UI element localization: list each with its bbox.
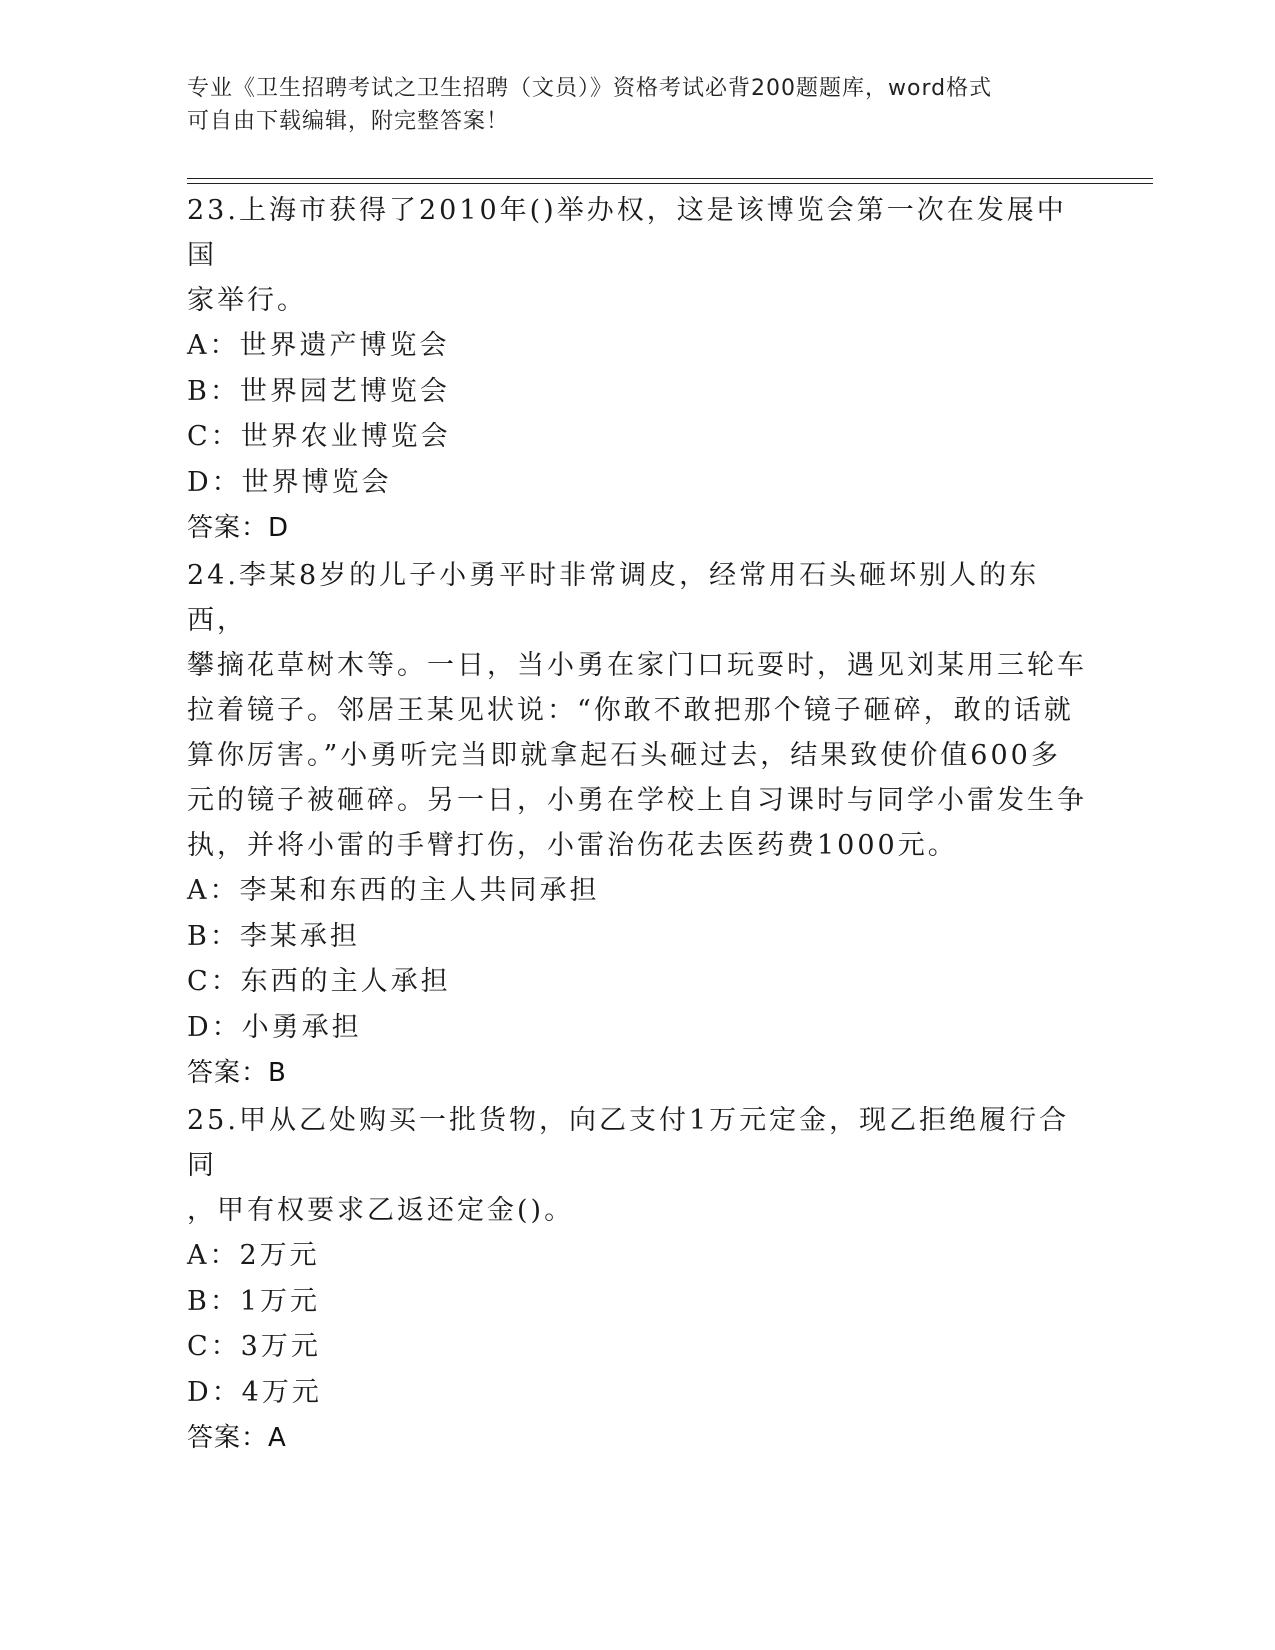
option-d: D：小勇承担 (187, 1011, 362, 1043)
option-c: C：3万元 (187, 1331, 321, 1362)
option-b: B：1万元 (187, 1285, 321, 1317)
question-stem-line: ，甲有权要求乙返还定金()。 (187, 1195, 575, 1226)
question-23 (187, 188, 1087, 551)
option-d: D：4万元 (187, 1376, 322, 1408)
answer-line: 答案：D (187, 513, 290, 543)
question-stem-line: 元的镜子被砸碎。另一日，小勇在学校上自习课时与同学小雷发生争 (187, 785, 1087, 816)
question-24 (187, 553, 1087, 1096)
option-a: A：2万元 (187, 1240, 320, 1271)
question-stem-line: 攀摘花草树木等。一日，当小勇在家门口玩耍时，遇见刘某用三轮车 (187, 650, 1087, 681)
question-stem-line: 算你厉害。”小勇听完当即就拿起石头砸过去，结果致使价值600多 (187, 740, 1061, 771)
question-stem-line: 24.李某8岁的儿子小勇平时非常调皮，经常用石头砸坏别人的东西， (187, 560, 1040, 636)
header-line-1: 专业《卫生招聘考试之卫生招聘（文员）》资格考试必背200题题库，word格式 (187, 76, 993, 101)
question-stem-line: 25.甲从乙处购买一批货物，向乙支付1万元定金，现乙拒绝履行合同 (187, 1105, 1070, 1181)
question-stem-line: 家举行。 (187, 285, 307, 316)
header-line-2: 可自由下载编辑，附完整答案！ (187, 109, 510, 134)
header-divider-bottom (187, 183, 1153, 184)
answer-line: 答案：B (187, 1058, 287, 1088)
option-b: B：世界园艺博览会 (187, 375, 450, 407)
option-d: D：世界博览会 (187, 466, 392, 498)
question-stem-line: 拉着镜子。邻居王某见状说：“你敢不敢把那个镜子砸碎，敢的话就 (187, 695, 1074, 726)
option-c: C：世界农业博览会 (187, 421, 451, 452)
question-stem-line: 23.上海市获得了2010年()举办权，这是该博览会第一次在发展中国 (187, 195, 1067, 271)
header-divider-top (187, 178, 1153, 179)
option-a: A：世界遗产博览会 (187, 330, 450, 361)
option-b: B：李某承担 (187, 920, 360, 952)
question-25 (187, 1098, 1087, 1461)
question-stem-line: 执，并将小雷的手臂打伤，小雷治伤花去医药费1000元。 (187, 830, 958, 861)
document-header (187, 72, 1077, 138)
option-c: C：东西的主人承担 (187, 966, 451, 997)
answer-line: 答案：A (187, 1423, 287, 1453)
option-a: A：李某和东西的主人共同承担 (187, 875, 600, 906)
